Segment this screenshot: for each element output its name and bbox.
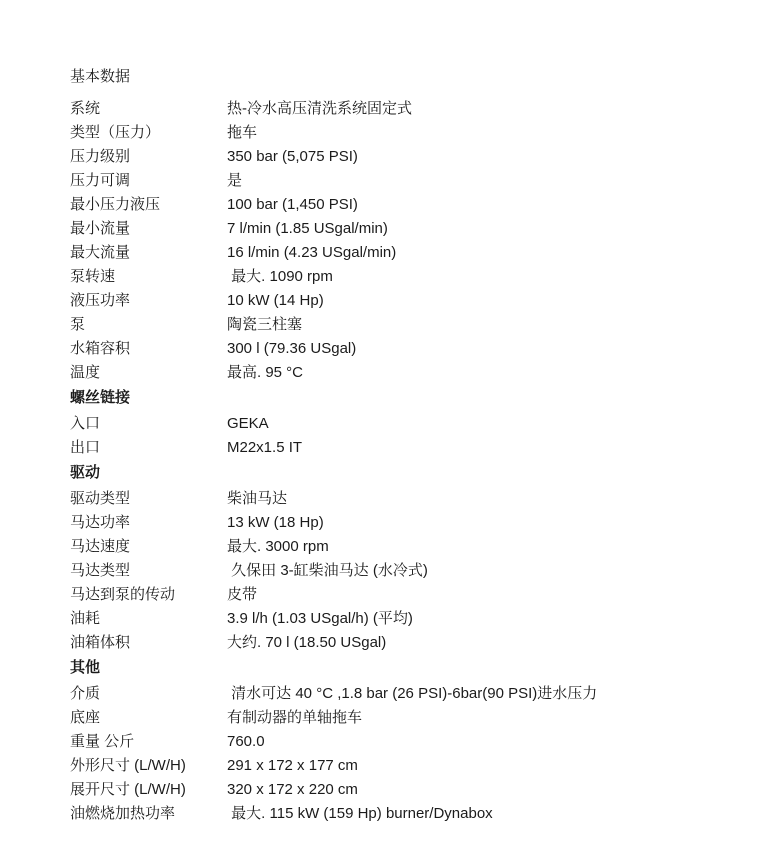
spec-label: 介质 — [70, 685, 101, 702]
spec-row — [70, 412, 730, 436]
spec-value: 320 x 172 x 220 cm — [227, 781, 358, 798]
spec-row — [70, 583, 730, 607]
spec-row — [70, 265, 730, 289]
spec-row — [70, 631, 730, 655]
section-rows — [70, 97, 730, 385]
spec-label: 出口 — [70, 439, 101, 456]
spec-row — [70, 559, 730, 583]
spec-row — [70, 337, 730, 361]
spec-label: 重量 公斤 — [70, 733, 135, 750]
spec-label: 最大流量 — [70, 244, 131, 261]
spec-value: 3.9 l/h (1.03 USgal/h) (平均) — [227, 610, 413, 627]
spec-row — [70, 682, 730, 706]
spec-row — [70, 97, 730, 121]
spec-row — [70, 706, 730, 730]
spec-value: 350 bar (5,075 PSI) — [227, 148, 358, 165]
spec-value: 热-冷水高压清洗系统固定式 — [227, 100, 412, 117]
spec-label: 系统 — [70, 100, 101, 117]
spec-row — [70, 169, 730, 193]
spec-section — [70, 656, 730, 826]
spec-label: 泵 — [70, 316, 86, 333]
spec-label: 最小流量 — [70, 220, 131, 237]
spec-value: 皮带 — [227, 586, 258, 603]
spec-row — [70, 217, 730, 241]
spec-label: 展开尺寸 (L/W/H) — [70, 781, 186, 798]
spec-section — [70, 386, 730, 460]
spec-label: 类型（压力） — [70, 124, 161, 141]
spec-row — [70, 145, 730, 169]
spec-label: 外形尺寸 (L/W/H) — [70, 757, 186, 774]
spec-value: GEKA — [227, 415, 269, 432]
section-title: 其他 — [70, 659, 101, 676]
spec-label: 油燃烧加热功率 — [70, 805, 176, 822]
spec-row — [70, 778, 730, 802]
spec-label: 马达功率 — [70, 514, 131, 531]
spec-label: 泵转速 — [70, 268, 116, 285]
spec-label: 马达类型 — [70, 562, 131, 579]
spec-value: 300 l (79.36 USgal) — [227, 340, 357, 357]
spec-value: 7 l/min (1.85 USgal/min) — [227, 220, 388, 237]
spec-value: 陶瓷三柱塞 — [227, 316, 303, 333]
spec-row — [70, 607, 730, 631]
section-title: 基本数据 — [70, 68, 131, 85]
spec-row — [70, 487, 730, 511]
spec-value: 有制动器的单轴拖车 — [227, 709, 363, 726]
spec-row — [70, 802, 730, 826]
spec-value: 柴油马达 — [227, 490, 288, 507]
spec-label: 油耗 — [70, 610, 101, 627]
section-rows — [70, 412, 730, 460]
spec-row — [70, 241, 730, 265]
spec-section — [70, 461, 730, 655]
spec-label: 压力可调 — [70, 172, 131, 189]
spec-value: M22x1.5 IT — [227, 439, 303, 456]
spec-row — [70, 193, 730, 217]
spec-value: 是 — [227, 172, 243, 189]
section-rows — [70, 682, 730, 826]
spec-row — [70, 535, 730, 559]
section-title: 螺丝链接 — [70, 389, 131, 406]
spec-label: 驱动类型 — [70, 490, 131, 507]
spec-value: 最大. 3000 rpm — [227, 538, 329, 555]
spec-label: 马达到泵的传动 — [70, 586, 176, 603]
spec-label: 底座 — [70, 709, 101, 726]
spec-label: 最小压力液压 — [70, 196, 161, 213]
spec-value: 最大. 1090 rpm — [227, 268, 333, 285]
spec-section — [70, 65, 730, 385]
spec-value: 13 kW (18 Hp) — [227, 514, 324, 531]
spec-label: 液压功率 — [70, 292, 131, 309]
spec-value: 16 l/min (4.23 USgal/min) — [227, 244, 397, 261]
spec-value: 最高. 95 °C — [227, 364, 304, 381]
spec-row — [70, 289, 730, 313]
spec-value: 291 x 172 x 177 cm — [227, 757, 358, 774]
spec-row — [70, 754, 730, 778]
spec-value: 760.0 — [227, 733, 265, 750]
spec-value: 最大. 115 kW (159 Hp) burner/Dynabox — [227, 805, 493, 822]
spec-label: 温度 — [70, 364, 101, 381]
spec-value: 拖车 — [227, 124, 258, 141]
spec-label: 马达速度 — [70, 538, 131, 555]
spec-value: 久保田 3-缸柴油马达 (水冷式) — [227, 562, 428, 579]
spec-sheet — [70, 64, 730, 826]
section-rows — [70, 487, 730, 655]
spec-value: 10 kW (14 Hp) — [227, 292, 324, 309]
spec-row — [70, 511, 730, 535]
spec-label: 入口 — [70, 415, 101, 432]
spec-label: 压力级别 — [70, 148, 131, 165]
spec-row — [70, 121, 730, 145]
spec-row — [70, 730, 730, 754]
spec-row — [70, 361, 730, 385]
section-title: 驱动 — [70, 464, 101, 481]
spec-value: 清水可达 40 °C ,1.8 bar (26 PSI)-6bar(90 PSI)进水压力 — [227, 685, 598, 702]
spec-value: 大约. 70 l (18.50 USgal) — [227, 634, 387, 651]
spec-value: 100 bar (1,450 PSI) — [227, 196, 358, 213]
spec-label: 水箱容积 — [70, 340, 131, 357]
spec-row — [70, 313, 730, 337]
spec-label: 油箱体积 — [70, 634, 131, 651]
spec-row — [70, 436, 730, 460]
